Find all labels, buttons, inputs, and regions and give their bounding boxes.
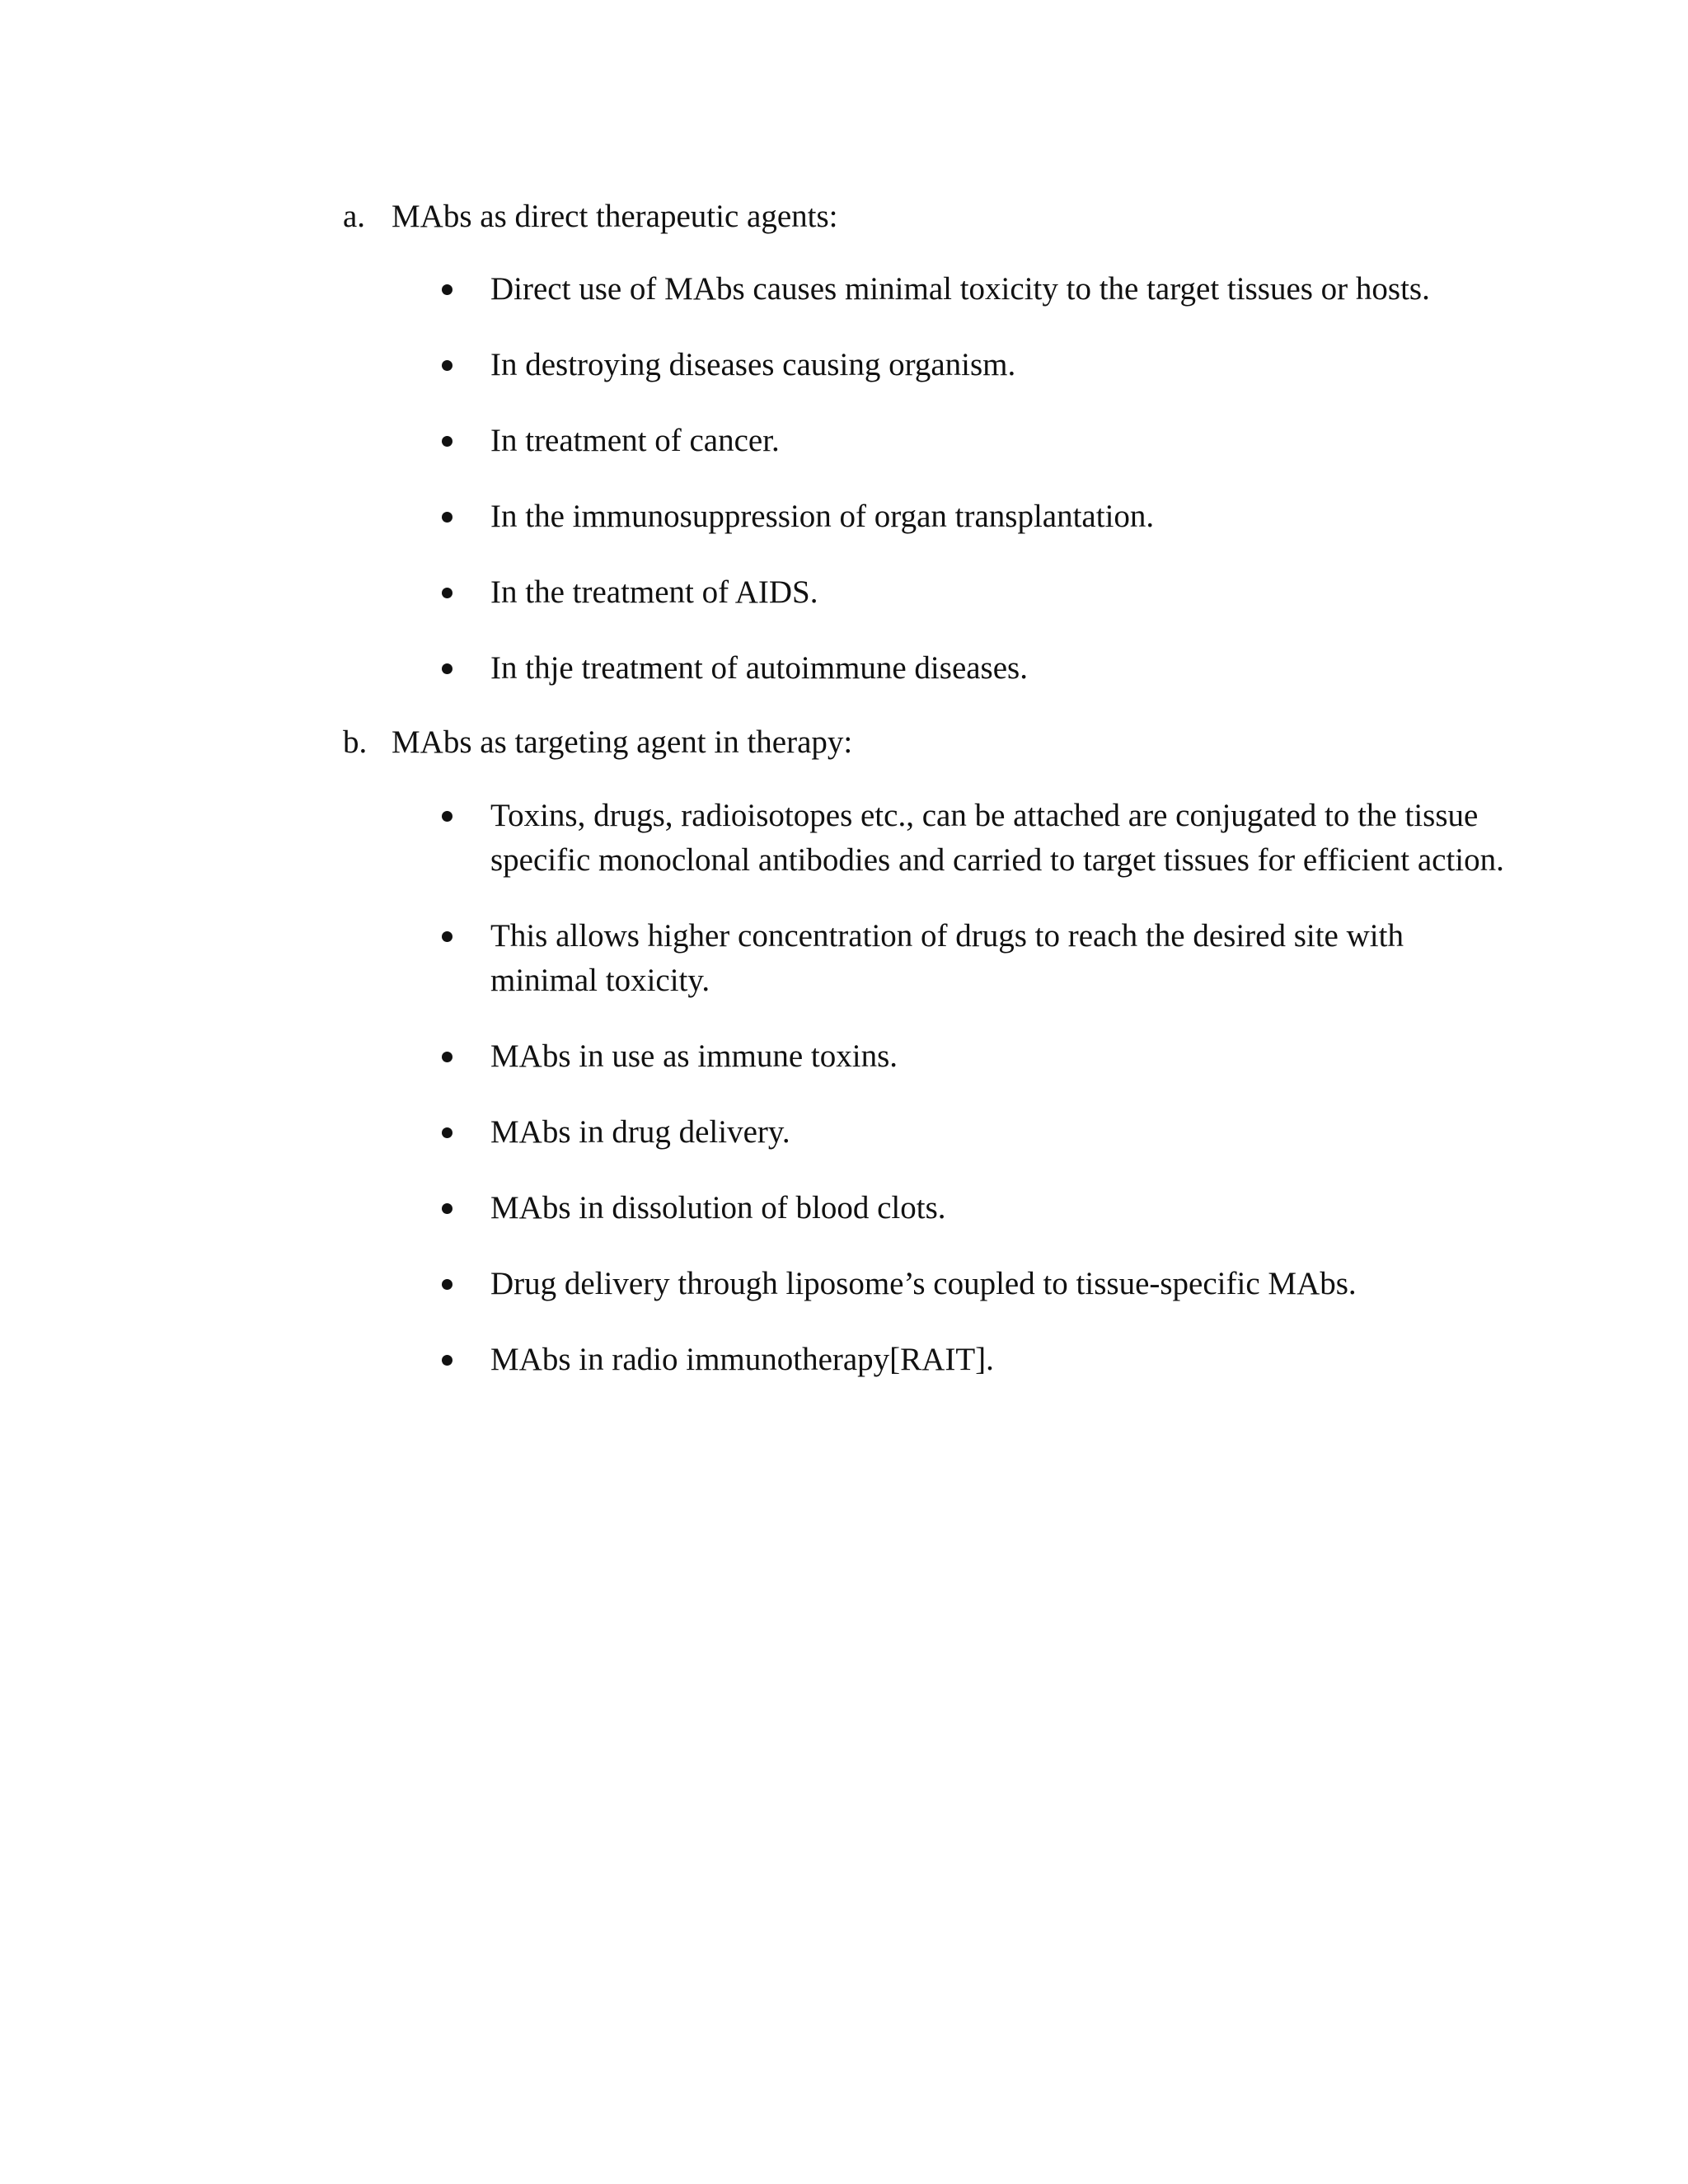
list-item [343, 419, 1504, 463]
bullet-icon [442, 931, 452, 942]
list-item-text: Drug delivery through liposome’s coupled to tissue-specific MAbs. [490, 1266, 1357, 1301]
list-item-text: In the treatment of AIDS. [490, 574, 818, 610]
bullet-icon [442, 360, 452, 371]
list-item-text: In destroying diseases causing organism. [490, 347, 1016, 382]
list-item [343, 646, 1504, 691]
list-marker: a. [343, 199, 366, 234]
bullet-icon [442, 811, 452, 822]
bullet-icon [442, 284, 452, 295]
section-heading-text: MAbs as targeting agent in therapy: [392, 724, 853, 760]
bullet-list [343, 267, 1497, 691]
list-item [343, 794, 1504, 883]
list-item [343, 494, 1504, 539]
list-item-text: Direct use of MAbs causes minimal toxicity to the target tissues or hosts. [490, 271, 1430, 307]
section-b [343, 720, 1504, 1413]
list-item-text: MAbs in dissolution of blood clots. [490, 1190, 946, 1226]
list-item [343, 1338, 1504, 1382]
list-item-text: In thje treatment of autoimmune diseases. [490, 650, 1028, 686]
list-item-text: Toxins, drugs, radioisotopes etc., can be attached are conjugated to the tissue specific monoclonal antibodies and carried to target tissues for efficient action. [490, 798, 1504, 878]
list-item [343, 267, 1504, 312]
bullet-icon [442, 1279, 452, 1290]
list-item-text: In treatment of cancer. [490, 423, 780, 458]
section-heading-text: MAbs as direct therapeutic agents: [392, 199, 838, 234]
list-item [343, 1262, 1504, 1306]
bullet-icon [442, 512, 452, 523]
list-item-text: MAbs in radio immunotherapy[RAIT]. [490, 1342, 994, 1377]
bullet-icon [442, 1127, 452, 1138]
bullet-icon [442, 1355, 452, 1366]
section-heading [343, 720, 1497, 765]
section-a [343, 194, 1497, 722]
list-item [343, 1034, 1504, 1079]
list-item-text: This allows higher concentration of drugs to reach the desired site with minimal toxicity. [490, 918, 1404, 998]
list-item-text: MAbs in drug delivery. [490, 1114, 790, 1150]
list-item [343, 1110, 1504, 1155]
list-item-text: MAbs in use as immune toxins. [490, 1038, 898, 1074]
bullet-icon [442, 1052, 452, 1062]
bullet-list [343, 794, 1504, 1382]
bullet-icon [442, 436, 452, 447]
bullet-icon [442, 1203, 452, 1214]
list-marker: b. [343, 724, 368, 760]
list-item [343, 914, 1504, 1003]
list-item [343, 1186, 1504, 1230]
section-heading [343, 194, 1497, 239]
list-item [343, 343, 1504, 387]
list-item-text: In the immunosuppression of organ transplantation. [490, 499, 1155, 534]
list-item [343, 570, 1504, 615]
bullet-icon [442, 663, 452, 674]
bullet-icon [442, 588, 452, 598]
